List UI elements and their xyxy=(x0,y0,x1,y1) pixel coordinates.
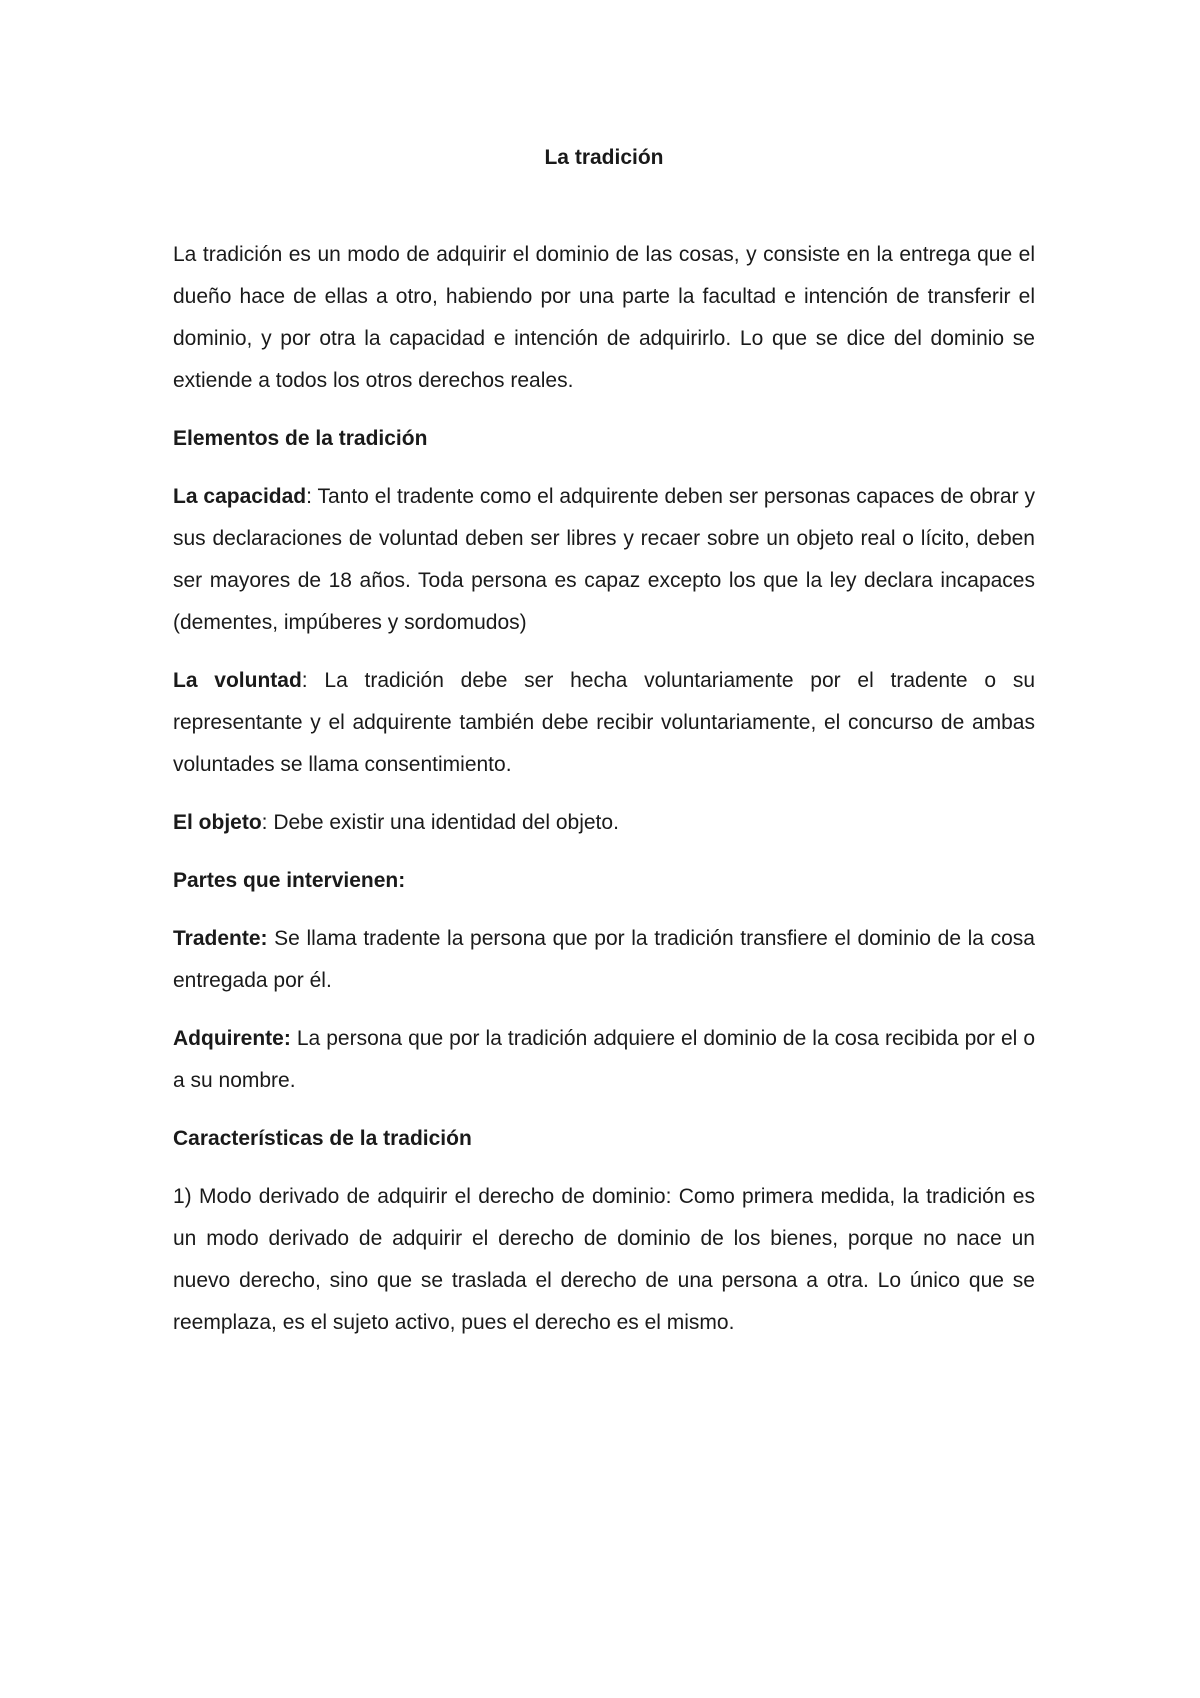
text-adquirente: La persona que por la tradición adquiere el dominio de la cosa recibida por el o a su nombre. xyxy=(173,1027,1035,1092)
text-objeto: : Debe existir una identidad del objeto. xyxy=(261,811,619,834)
intro-paragraph: La tradición es un modo de adquirir el dominio de las cosas, y consiste en la entrega que el dueño hace de ellas a otro, habiendo por una parte la facultad e intención de transferir el dominio, y por otra la capacidad e intención de adquirirlo. Lo que se dice del dominio se extiende a todos los otros derechos reales. xyxy=(173,243,1035,392)
paragraph-objeto xyxy=(173,802,1035,844)
section-heading-caracteristicas: Características de la tradición xyxy=(173,1127,472,1150)
paragraph-voluntad xyxy=(173,660,1035,786)
term-capacidad: La capacidad xyxy=(173,485,307,508)
paragraph-capacidad xyxy=(173,476,1035,644)
text-voluntad: : La tradición debe ser hecha voluntariamente por el tradente o su representante y el adquirente también debe recibir voluntariamente, el concurso de ambas voluntades se llama consentimiento. xyxy=(173,669,1035,776)
text-capacidad: : Tanto el tradente como el adquirente deben ser personas capaces de obrar y sus declaraciones de voluntad deben ser libres y recaer sobre un objeto real o lícito, deben ser mayores de 18 años. Toda persona es capaz excepto los que la ley declara incapaces (dementes, impúberes y sordomudos) xyxy=(173,485,1035,634)
page-title: La tradición xyxy=(544,146,664,169)
paragraph-caracteristica-1: 1) Modo derivado de adquirir el derecho de dominio: Como primera medida, la tradición es un modo derivado de adquirir el derecho de dominio de los bienes, porque no nace un nuevo derecho, sino que se traslada el derecho de una persona a otra. Lo único que se reemplaza, es el sujeto activo, pues el derecho es el mismo. xyxy=(173,1185,1035,1334)
paragraph-tradente xyxy=(173,918,1035,1002)
term-objeto: El objeto xyxy=(173,811,262,834)
term-voluntad: La voluntad xyxy=(173,669,302,692)
section-heading-partes: Partes que intervienen: xyxy=(173,869,406,892)
term-tradente: Tradente: xyxy=(173,927,268,950)
document-body xyxy=(173,140,1035,1360)
text-tradente: Se llama tradente la persona que por la tradición transfiere el dominio de la cosa entregada por él. xyxy=(173,927,1035,992)
paragraph-adquirente xyxy=(173,1018,1035,1102)
term-adquirente: Adquirente: xyxy=(173,1027,291,1050)
section-heading-elementos: Elementos de la tradición xyxy=(173,427,428,450)
